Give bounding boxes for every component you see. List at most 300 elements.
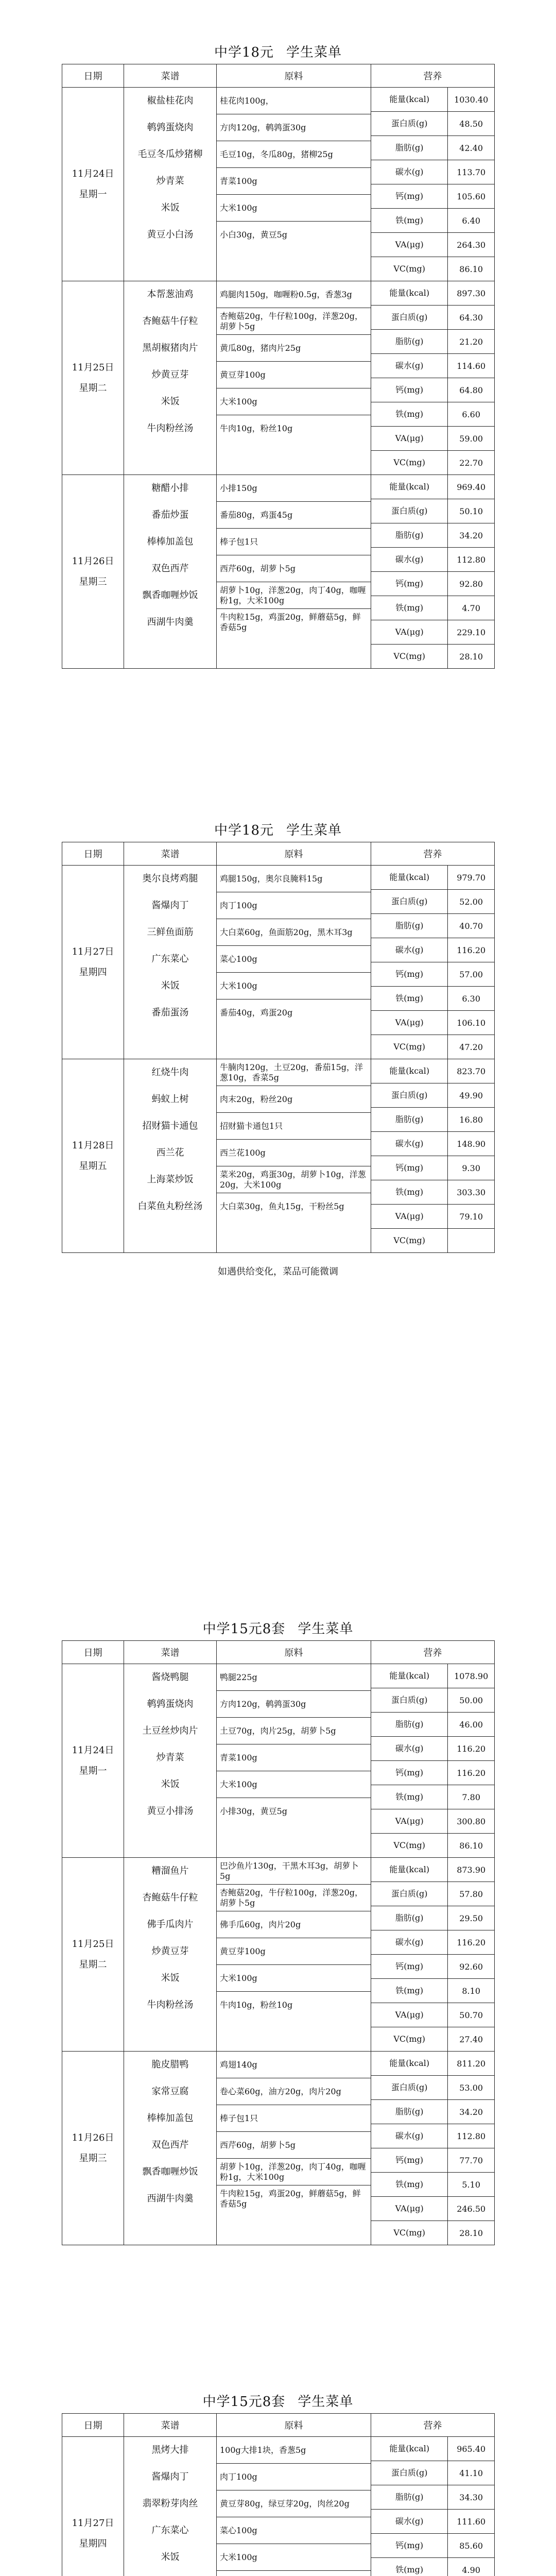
nutrition-label: VC(mg) xyxy=(371,2221,448,2245)
nutrition-value: 34.30 xyxy=(459,2492,483,2502)
nutrition-label: 钙(mg) xyxy=(371,572,448,596)
nutrition-label: 能量(kcal) xyxy=(371,1664,448,1688)
ingredient-item: 巴沙鱼片130g，干黑木耳3g，胡萝卜5g xyxy=(217,1858,371,1885)
nutrition-row xyxy=(371,88,494,112)
nutrition-label: 蛋白质(g) xyxy=(371,2461,448,2485)
menu-title xyxy=(62,1618,494,1640)
nutrition-label: 蛋白质(g) xyxy=(371,2076,448,2099)
nutrition-row xyxy=(371,1713,494,1737)
day-weekday: 星期三 xyxy=(79,2153,107,2164)
nutrition-value: 8.10 xyxy=(462,1986,480,1996)
nutrition-value: 873.90 xyxy=(457,1865,486,1875)
nutrition-row xyxy=(371,1664,494,1688)
nutrition-value: 50.10 xyxy=(459,506,483,516)
nutrition-label: VC(mg) xyxy=(371,257,448,281)
nutrition-value: 303.30 xyxy=(457,1187,486,1197)
nutrition-label: VC(mg) xyxy=(371,645,448,668)
nutrition-value: 47.20 xyxy=(459,1042,483,1052)
dish-item: 炒黄豆芽 xyxy=(151,369,189,380)
dish-item: 酱爆肉丁 xyxy=(151,900,189,911)
menu-title-price: 中学15元8套 xyxy=(202,1621,286,1637)
day-date-cell xyxy=(62,866,124,1059)
nutrition-value: 5.10 xyxy=(462,2179,480,2190)
nutrition-value: 106.10 xyxy=(457,1018,486,1028)
nutrition-row xyxy=(371,987,494,1011)
nutrition-row xyxy=(371,1108,494,1132)
nutrition-label: 能量(kcal) xyxy=(371,281,448,305)
nutrition-row xyxy=(371,2100,494,2124)
header-nutrition: 营养 xyxy=(371,2414,495,2437)
day-row xyxy=(62,1664,495,1858)
nutrition-value: 49.90 xyxy=(459,1090,483,1100)
nutrition-label: 钙(mg) xyxy=(371,2534,448,2557)
nutrition-label: VC(mg) xyxy=(371,1834,448,1857)
dish-item: 土豆丝炒肉片 xyxy=(142,1725,198,1736)
menu-title xyxy=(62,819,494,842)
nutrition-value: 77.70 xyxy=(459,2155,483,2165)
nutrition-row xyxy=(371,402,494,427)
header-nutrition: 营养 xyxy=(371,64,495,88)
nutrition-value: 27.40 xyxy=(459,2034,483,2044)
nutrition-label: VA(μg) xyxy=(371,1205,448,1228)
nutrition-value: 86.10 xyxy=(459,264,483,274)
nutrition-value: 823.70 xyxy=(457,1066,486,1076)
nutrition-row xyxy=(371,2461,494,2485)
header-date: 日期 xyxy=(62,842,124,866)
dish-item: 广东菜心 xyxy=(151,2525,189,2536)
nutrition-value: 28.10 xyxy=(459,651,483,662)
nutrition-list xyxy=(371,1664,495,1858)
ingredient-list xyxy=(217,475,371,669)
nutrition-label: 钙(mg) xyxy=(371,184,448,208)
ingredient-item: 菜米20g，鸡蛋30g，胡萝卜10g，洋葱20g，大米100g xyxy=(217,1166,371,1193)
nutrition-label: VA(μg) xyxy=(371,233,448,257)
ingredient-item: 番茄80g，鸡蛋45g xyxy=(217,502,371,529)
menu-section xyxy=(62,819,494,1278)
nutrition-value: 40.70 xyxy=(459,921,483,931)
nutrition-list xyxy=(371,281,495,475)
nutrition-label: VC(mg) xyxy=(371,1229,448,1252)
dish-list xyxy=(124,2052,217,2245)
nutrition-row xyxy=(371,2003,494,2027)
ingredient-item: 牛肉粒15g，鸡蛋20g，鲜蘑菇5g，鲜香菇5g xyxy=(220,612,361,632)
ingredient-item: 青菜100g xyxy=(217,168,371,195)
menu-note: 如遇供给变化，菜品可能微调 xyxy=(218,1266,338,1277)
ingredient-item: 方肉120g，鹌鹑蛋30g xyxy=(217,114,371,141)
day-date-cell xyxy=(62,2052,124,2245)
ingredient-item: 菜心100g xyxy=(217,2517,371,2544)
ingredient-item: 100g大排1块，香葱5g xyxy=(217,2437,371,2464)
dish-item: 棒棒加盖包 xyxy=(147,536,194,547)
day-weekday: 星期二 xyxy=(79,1959,107,1970)
dish-item: 鹌鹑蛋烧肉 xyxy=(147,1699,194,1709)
nutrition-row xyxy=(371,596,494,620)
menu-title-subtitle: 学生菜单 xyxy=(298,1621,354,1637)
ingredient-item: 土豆70g，肉片25g，胡萝卜5g xyxy=(217,1718,371,1744)
dish-item: 上海菜炒饭 xyxy=(147,1174,194,1185)
nutrition-row xyxy=(371,1737,494,1761)
day-date-cell xyxy=(62,88,124,281)
nutrition-label: 脂肪(g) xyxy=(371,1906,448,1930)
nutrition-label: VC(mg) xyxy=(371,1035,448,1059)
ingredient-item: 棒子包1只 xyxy=(217,529,371,555)
day-date: 11月25日 xyxy=(72,362,114,373)
header-date: 日期 xyxy=(62,64,124,88)
nutrition-value: 4.90 xyxy=(462,2565,480,2575)
menu-title xyxy=(62,2391,494,2413)
nutrition-value: 64.80 xyxy=(459,385,483,395)
nutrition-row xyxy=(371,184,494,209)
nutrition-label: 脂肪(g) xyxy=(371,330,448,353)
nutrition-value: 16.80 xyxy=(459,1114,483,1125)
dish-item: 招财猫卡通包 xyxy=(142,1121,198,1131)
ingredient-list xyxy=(217,2437,371,2576)
nutrition-list xyxy=(371,88,495,281)
nutrition-row xyxy=(371,1858,494,1882)
ingredient-item: 大白菜60g，鱼面筋20g，黑木耳3g xyxy=(217,919,371,946)
menu-title-price: 中学18元 xyxy=(214,45,274,60)
dish-item: 白菜鱼丸粉丝汤 xyxy=(137,1201,203,1212)
nutrition-value: 86.10 xyxy=(459,1840,483,1851)
nutrition-label: VA(μg) xyxy=(371,620,448,644)
dish-list xyxy=(124,1059,217,1253)
nutrition-row xyxy=(371,1011,494,1035)
nutrition-row xyxy=(371,938,494,962)
nutrition-value: 148.90 xyxy=(457,1139,486,1149)
ingredient-item: 鸭腿225g xyxy=(217,1664,371,1691)
nutrition-row xyxy=(371,1035,494,1059)
day-row xyxy=(62,1059,495,1253)
menu-title xyxy=(62,41,494,64)
day-weekday: 星期一 xyxy=(79,189,107,200)
nutrition-row xyxy=(371,1205,494,1229)
nutrition-label: 碳水(g) xyxy=(371,1737,448,1760)
ingredient-item: 肉丁100g xyxy=(217,892,371,919)
nutrition-row xyxy=(371,1083,494,1108)
menu-title-subtitle: 学生菜单 xyxy=(286,45,342,60)
dish-item: 杏鲍菇牛仔粒 xyxy=(142,1892,198,1903)
header-ingredients: 原料 xyxy=(217,842,371,866)
dish-list xyxy=(124,88,217,281)
day-row xyxy=(62,1858,495,2052)
nutrition-row xyxy=(371,1688,494,1713)
day-weekday: 星期四 xyxy=(79,967,107,978)
dish-list xyxy=(124,2437,217,2576)
dish-item: 牛肉粉丝汤 xyxy=(147,1999,194,2010)
dish-item: 三鲜鱼面筋 xyxy=(147,927,194,938)
nutrition-label: 蛋白质(g) xyxy=(371,112,448,135)
day-weekday: 星期二 xyxy=(79,382,107,394)
nutrition-row xyxy=(371,523,494,548)
day-date: 11月27日 xyxy=(72,946,114,957)
nutrition-label: 钙(mg) xyxy=(371,1156,448,1180)
ingredient-item: 大白菜30g，鱼丸15g，干粉丝5g xyxy=(220,1201,344,1211)
day-date: 11月26日 xyxy=(72,555,114,567)
menu-title-price: 中学18元 xyxy=(214,823,274,838)
dish-item: 酱烧鸭腿 xyxy=(151,1672,189,1683)
header-nutrition: 营养 xyxy=(371,1641,495,1664)
ingredient-item: 番茄40g，鸡蛋20g xyxy=(220,1008,293,1018)
nutrition-label: 钙(mg) xyxy=(371,1955,448,1978)
nutrition-row xyxy=(371,1132,494,1156)
menu-title-price: 中学15元8套 xyxy=(202,2394,286,2410)
dish-item: 杏鲍菇牛仔粒 xyxy=(142,316,198,327)
nutrition-label: 铁(mg) xyxy=(371,596,448,620)
dish-item: 家常豆腐 xyxy=(151,2086,189,2097)
nutrition-row xyxy=(371,620,494,645)
nutrition-value: 965.40 xyxy=(457,2444,486,2454)
ingredient-list xyxy=(217,866,371,1059)
nutrition-row xyxy=(371,1906,494,1930)
nutrition-row xyxy=(371,475,494,499)
nutrition-row xyxy=(371,160,494,184)
ingredient-list xyxy=(217,88,371,281)
ingredient-item: 黄豆芽100g xyxy=(217,362,371,388)
ingredient-item: 牛肉10g，粉丝10g xyxy=(220,423,293,433)
menu-title-subtitle: 学生菜单 xyxy=(286,823,342,838)
nutrition-value: 34.20 xyxy=(459,530,483,540)
nutrition-row xyxy=(371,2534,494,2558)
day-date: 11月24日 xyxy=(72,1744,114,1756)
nutrition-label: 脂肪(g) xyxy=(371,1108,448,1131)
nutrition-row xyxy=(371,914,494,938)
dish-item: 米饭 xyxy=(161,980,180,991)
header-ingredients: 原料 xyxy=(217,2414,371,2437)
nutrition-label: 碳水(g) xyxy=(371,2124,448,2148)
nutrition-row xyxy=(371,2221,494,2245)
dish-item: 西湖牛肉羹 xyxy=(147,2193,194,2204)
nutrition-value: 79.10 xyxy=(459,1211,483,1222)
nutrition-value: 116.20 xyxy=(457,1937,486,1947)
ingredient-item: 肉丁100g xyxy=(217,2464,371,2490)
ingredient-item: 大米100g xyxy=(217,1965,371,1992)
header-date: 日期 xyxy=(62,2414,124,2437)
nutrition-label: 铁(mg) xyxy=(371,1785,448,1809)
nutrition-row xyxy=(371,1761,494,1785)
nutrition-row xyxy=(371,1834,494,1857)
nutrition-label: 铁(mg) xyxy=(371,2173,448,2196)
nutrition-row xyxy=(371,962,494,987)
header-date: 日期 xyxy=(62,1641,124,1664)
nutrition-row xyxy=(371,2485,494,2510)
nutrition-row xyxy=(371,209,494,233)
nutrition-label: 碳水(g) xyxy=(371,354,448,378)
day-weekday: 星期五 xyxy=(79,1160,107,1172)
ingredient-item: 牛肉粒15g，鸡蛋20g，鲜蘑菇5g，鲜香菇5g xyxy=(220,2189,361,2209)
nutrition-list xyxy=(371,475,495,669)
nutrition-list xyxy=(371,1858,495,2052)
ingredient-item: 小排150g xyxy=(217,475,371,502)
dish-list xyxy=(124,281,217,475)
nutrition-label: 能量(kcal) xyxy=(371,475,448,499)
nutrition-value: 116.20 xyxy=(457,1768,486,1778)
nutrition-row xyxy=(371,257,494,281)
nutrition-value: 7.80 xyxy=(462,1792,480,1802)
nutrition-label: 蛋白质(g) xyxy=(371,890,448,913)
nutrition-label: 钙(mg) xyxy=(371,2148,448,2172)
nutrition-value: 57.00 xyxy=(459,969,483,979)
nutrition-row xyxy=(371,572,494,596)
ingredient-item: 胡萝卜10g，洋葱20g，肉丁40g，咖喱粉1g，大米100g xyxy=(217,2159,371,2185)
nutrition-row xyxy=(371,2558,494,2576)
ingredient-item: 西芹60g，胡萝卜5g xyxy=(217,2132,371,2159)
nutrition-row xyxy=(371,2148,494,2173)
nutrition-row xyxy=(371,354,494,378)
nutrition-label: 碳水(g) xyxy=(371,938,448,962)
dish-item: 牛肉粉丝汤 xyxy=(147,423,194,434)
dish-item: 本帮葱油鸡 xyxy=(147,289,194,300)
nutrition-value: 41.10 xyxy=(459,2468,483,2478)
ingredient-item: 招财猫卡通包1只 xyxy=(217,1113,371,1140)
nutrition-row xyxy=(371,281,494,306)
ingredient-item: 大米100g xyxy=(217,195,371,222)
dish-list xyxy=(124,866,217,1059)
nutrition-row xyxy=(371,1930,494,1955)
menu-section xyxy=(62,41,494,669)
nutrition-value: 46.00 xyxy=(459,1719,483,1730)
dish-item: 棒棒加盖包 xyxy=(147,2113,194,2124)
ingredient-item: 大米100g xyxy=(217,1771,371,1798)
day-date-cell xyxy=(62,2437,124,2576)
nutrition-label: 能量(kcal) xyxy=(371,866,448,889)
nutrition-label: 能量(kcal) xyxy=(371,2437,448,2461)
ingredient-item: 菜心100g xyxy=(217,946,371,973)
ingredient-list xyxy=(217,1858,371,2052)
ingredient-item: 棒子包1只 xyxy=(217,2105,371,2132)
ingredient-item: 青菜100g xyxy=(217,1744,371,1771)
nutrition-row xyxy=(371,330,494,354)
nutrition-row xyxy=(371,2510,494,2534)
nutrition-value: 116.20 xyxy=(457,945,486,955)
dish-item: 西湖牛肉羹 xyxy=(147,617,194,628)
header-dish: 菜谱 xyxy=(124,64,217,88)
nutrition-label: 铁(mg) xyxy=(371,2558,448,2576)
day-weekday: 星期四 xyxy=(79,2538,107,2549)
day-date-cell xyxy=(62,1664,124,1858)
dish-item: 西兰花 xyxy=(156,1147,184,1158)
nutrition-value: 105.60 xyxy=(457,191,486,201)
nutrition-value: 42.40 xyxy=(459,143,483,153)
ingredient-item: 小排30g，黄豆5g xyxy=(220,1806,288,1816)
nutrition-label: VA(μg) xyxy=(371,2197,448,2221)
day-date: 11月28日 xyxy=(72,1140,114,1151)
menu-table xyxy=(62,1640,495,2245)
ingredient-item: 黄豆芽100g xyxy=(217,1938,371,1965)
ingredient-item: 西兰花100g xyxy=(217,1140,371,1166)
nutrition-row xyxy=(371,645,494,668)
day-date-cell xyxy=(62,281,124,475)
nutrition-row xyxy=(371,2173,494,2197)
nutrition-value: 897.30 xyxy=(457,288,486,298)
ingredient-list xyxy=(217,2052,371,2245)
nutrition-value: 113.70 xyxy=(457,167,486,177)
day-date: 11月24日 xyxy=(72,168,114,179)
dish-item: 椒盐桂花肉 xyxy=(147,95,194,106)
ingredient-item xyxy=(217,2571,371,2576)
nutrition-value: 29.50 xyxy=(459,1913,483,1923)
ingredient-item: 鸡腿肉150g，咖喱粉0.5g，香葱3g xyxy=(217,281,371,308)
dish-item: 红烧牛肉 xyxy=(151,1067,189,1078)
dish-item: 飘香咖喱炒饭 xyxy=(142,590,198,601)
dish-item: 飘香咖喱炒饭 xyxy=(142,2166,198,2177)
nutrition-value: 21.20 xyxy=(459,336,483,347)
nutrition-row xyxy=(371,2197,494,2221)
nutrition-value: 1078.90 xyxy=(454,1671,489,1681)
header-nutrition: 营养 xyxy=(371,842,495,866)
dish-item: 番茄炒蛋 xyxy=(151,510,189,520)
day-weekday: 星期一 xyxy=(79,1765,107,1776)
dish-item: 炒青菜 xyxy=(156,1752,184,1763)
nutrition-label: 钙(mg) xyxy=(371,378,448,402)
nutrition-value: 969.40 xyxy=(457,482,486,492)
nutrition-label: 碳水(g) xyxy=(371,1132,448,1156)
nutrition-row xyxy=(371,2437,494,2461)
nutrition-value: 300.80 xyxy=(457,1816,486,1826)
ingredient-item: 佛手瓜60g，肉片20g xyxy=(217,1911,371,1938)
nutrition-label: 能量(kcal) xyxy=(371,1858,448,1882)
header-dish: 菜谱 xyxy=(124,842,217,866)
nutrition-value: 6.30 xyxy=(462,993,480,1004)
dish-item: 黄豆小白汤 xyxy=(147,229,194,240)
dish-list xyxy=(124,1664,217,1858)
dish-item: 黄豆小排汤 xyxy=(147,1806,194,1817)
nutrition-label: 钙(mg) xyxy=(371,1761,448,1785)
nutrition-row xyxy=(371,890,494,914)
day-date: 11月25日 xyxy=(72,1938,114,1950)
nutrition-row xyxy=(371,1229,494,1252)
menu-table xyxy=(62,64,495,669)
ingredient-item: 西芹60g，胡萝卜5g xyxy=(217,555,371,582)
nutrition-label: 碳水(g) xyxy=(371,160,448,184)
nutrition-label: VA(μg) xyxy=(371,1809,448,1833)
nutrition-row xyxy=(371,1809,494,1834)
nutrition-label: VC(mg) xyxy=(371,451,448,474)
header-dish: 菜谱 xyxy=(124,1641,217,1664)
nutrition-value: 50.00 xyxy=(459,1695,483,1705)
nutrition-label: 能量(kcal) xyxy=(371,88,448,111)
nutrition-value: 4.70 xyxy=(462,603,480,613)
nutrition-value: 229.10 xyxy=(457,627,486,637)
day-row xyxy=(62,866,495,1059)
nutrition-value: 92.60 xyxy=(459,1961,483,1972)
dish-item: 佛手瓜肉片 xyxy=(147,1919,194,1930)
ingredient-item: 牛腩肉120g，土豆20g，番茄15g，洋葱10g，香菜5g xyxy=(217,1059,371,1086)
nutrition-row xyxy=(371,306,494,330)
day-row xyxy=(62,475,495,669)
nutrition-label: 脂肪(g) xyxy=(371,2100,448,2124)
dish-item: 糖醋小排 xyxy=(151,483,189,494)
nutrition-row xyxy=(371,451,494,474)
dish-list xyxy=(124,475,217,669)
day-date: 11月26日 xyxy=(72,2132,114,2143)
nutrition-value: 48.50 xyxy=(459,118,483,129)
nutrition-row xyxy=(371,378,494,402)
nutrition-value: 114.60 xyxy=(457,361,486,371)
day-row xyxy=(62,2437,495,2576)
day-row xyxy=(62,88,495,281)
nutrition-value: 116.20 xyxy=(457,1743,486,1754)
nutrition-label: 碳水(g) xyxy=(371,1930,448,1954)
nutrition-value: 85.60 xyxy=(459,2540,483,2551)
menu-section xyxy=(62,2391,494,2576)
dish-item xyxy=(124,2571,216,2576)
ingredient-item: 桂花肉100g， xyxy=(217,88,371,114)
dish-item: 米饭 xyxy=(161,396,180,407)
nutrition-label: VA(μg) xyxy=(371,427,448,450)
menu-table xyxy=(62,2413,495,2576)
nutrition-value: 34.20 xyxy=(459,2107,483,2117)
menu-section xyxy=(62,1618,494,2245)
